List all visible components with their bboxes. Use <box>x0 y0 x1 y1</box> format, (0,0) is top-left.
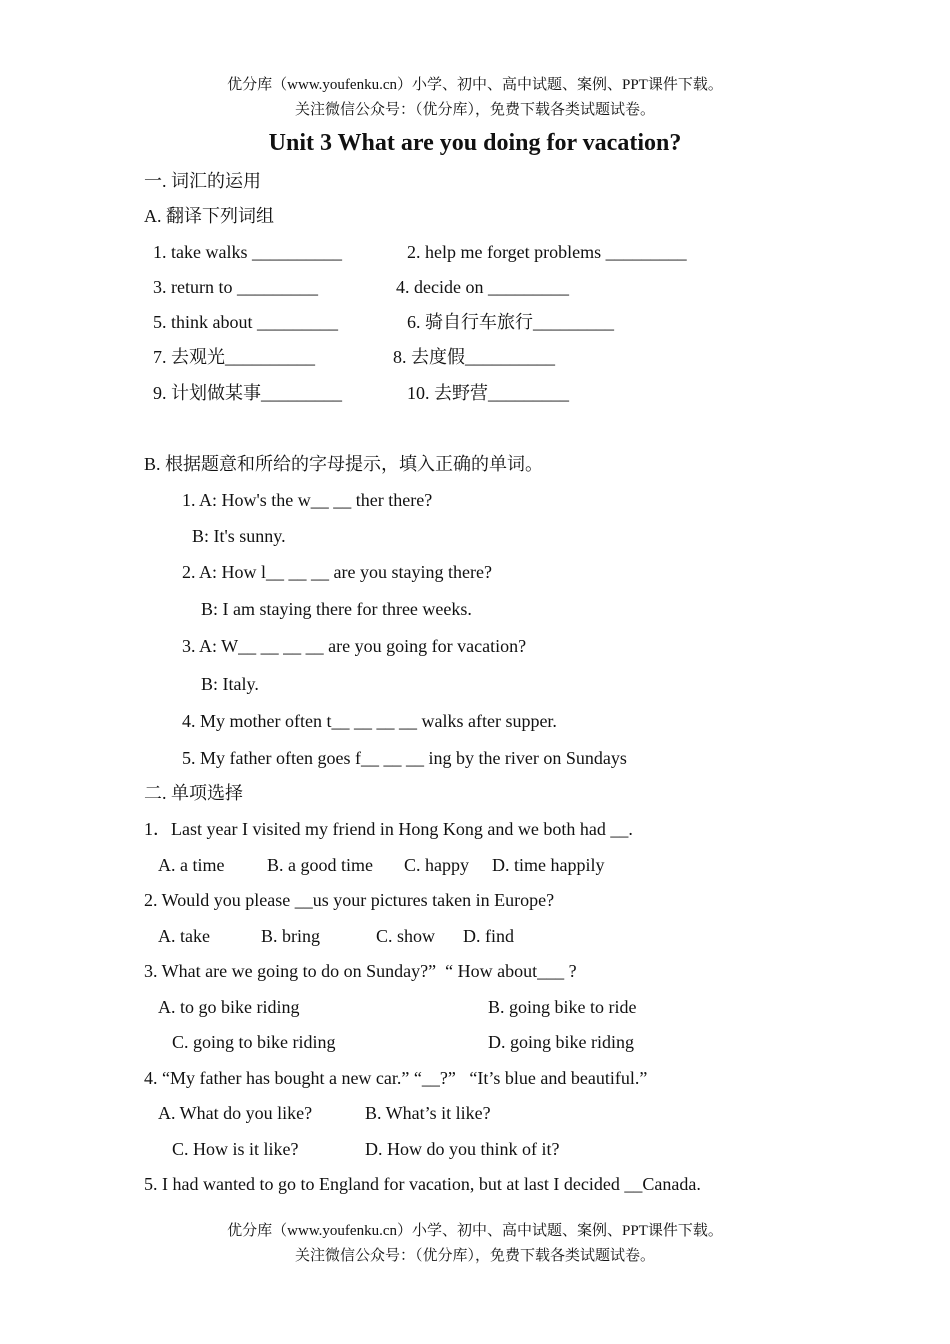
fill-line: B: It's sunny. <box>192 526 286 546</box>
option: B. What’s it like? <box>365 1103 491 1123</box>
fill-line: 1. A: How's the w__ __ ther there? <box>182 490 433 510</box>
partA-heading: A. 翻译下列词组 <box>144 206 274 226</box>
fill-line: B: I am staying there for three weeks. <box>201 599 472 619</box>
option: A. to go bike riding <box>158 997 300 1017</box>
question-stem: 1．Last year I visited my friend in Hong Kong and we both had __. <box>144 819 633 839</box>
fill-line: 2. A: How l__ __ __ are you staying there? <box>182 562 492 582</box>
option: A. take <box>158 926 210 946</box>
vocab-item: 8. 去度假__________ <box>393 347 555 367</box>
header-line-2: 关注微信公众号：（优分库），免费下载各类试题试卷。 <box>294 102 655 118</box>
vocab-item: 1. take walks __________ <box>153 242 342 262</box>
option: D. going bike riding <box>488 1032 634 1052</box>
option: D. find <box>463 926 514 946</box>
question-stem: 4. “My father has bought a new car.” “__?” “It’s blue and beautiful.” <box>144 1068 648 1088</box>
question-stem: 2. Would you please __us your pictures taken in Europe? <box>144 890 555 910</box>
vocab-item: 6. 骑自行车旅行_________ <box>407 312 614 332</box>
fill-line: 3. A: W__ __ __ __ are you going for vacation? <box>182 636 527 656</box>
footer-line-2: 关注微信公众号：（优分库），免费下载各类试题试卷。 <box>294 1248 655 1264</box>
option: B. bring <box>261 926 321 946</box>
header-line-1: 优分库（www.youfenku.cn）小学、初中、高中试题、案例、PPT课件下载。 <box>227 77 723 93</box>
fill-line: 4. My mother often t__ __ __ __ walks after supper. <box>182 711 557 731</box>
vocab-item: 9. 计划做某事_________ <box>153 383 342 403</box>
footer-line-1: 优分库（www.youfenku.cn）小学、初中、高中试题、案例、PPT课件下载。 <box>227 1223 723 1239</box>
vocab-item: 10. 去野营_________ <box>407 383 569 403</box>
section2-heading: 二. 单项选择 <box>144 783 243 803</box>
question-stem: 5. I had wanted to go to England for vacation, but at last I decided __Canada. <box>144 1174 701 1194</box>
option: C. happy <box>404 855 469 875</box>
question-stem: 3. What are we going to do on Sunday?” “ How about___ ? <box>144 961 577 981</box>
option: A. What do you like? <box>158 1103 313 1123</box>
option: C. How is it like? <box>172 1139 299 1159</box>
section1-heading: 一. 词汇的运用 <box>144 171 261 191</box>
option: C. show <box>376 926 436 946</box>
option: D. How do you think of it? <box>365 1139 560 1159</box>
vocab-item: 7. 去观光__________ <box>153 347 315 367</box>
option: A. a time <box>158 855 225 875</box>
vocab-item: 5. think about _________ <box>153 312 338 332</box>
page-title: Unit 3 What are you doing for vacation? <box>268 130 682 156</box>
option: C. going to bike riding <box>172 1032 336 1052</box>
option: B. going bike to ride <box>488 997 637 1017</box>
vocab-item: 2. help me forget problems _________ <box>407 242 687 262</box>
fill-line: 5. My father often goes f__ __ __ ing by the river on Sundays <box>182 748 627 768</box>
vocab-item: 3. return to _________ <box>153 277 318 297</box>
option: D. time happily <box>492 855 605 875</box>
partB-heading: B. 根据题意和所给的字母提示，填入正确的单词。 <box>144 454 544 474</box>
option: B. a good time <box>267 855 373 875</box>
vocab-item: 4. decide on _________ <box>396 277 569 297</box>
fill-line: B: Italy. <box>201 674 259 694</box>
